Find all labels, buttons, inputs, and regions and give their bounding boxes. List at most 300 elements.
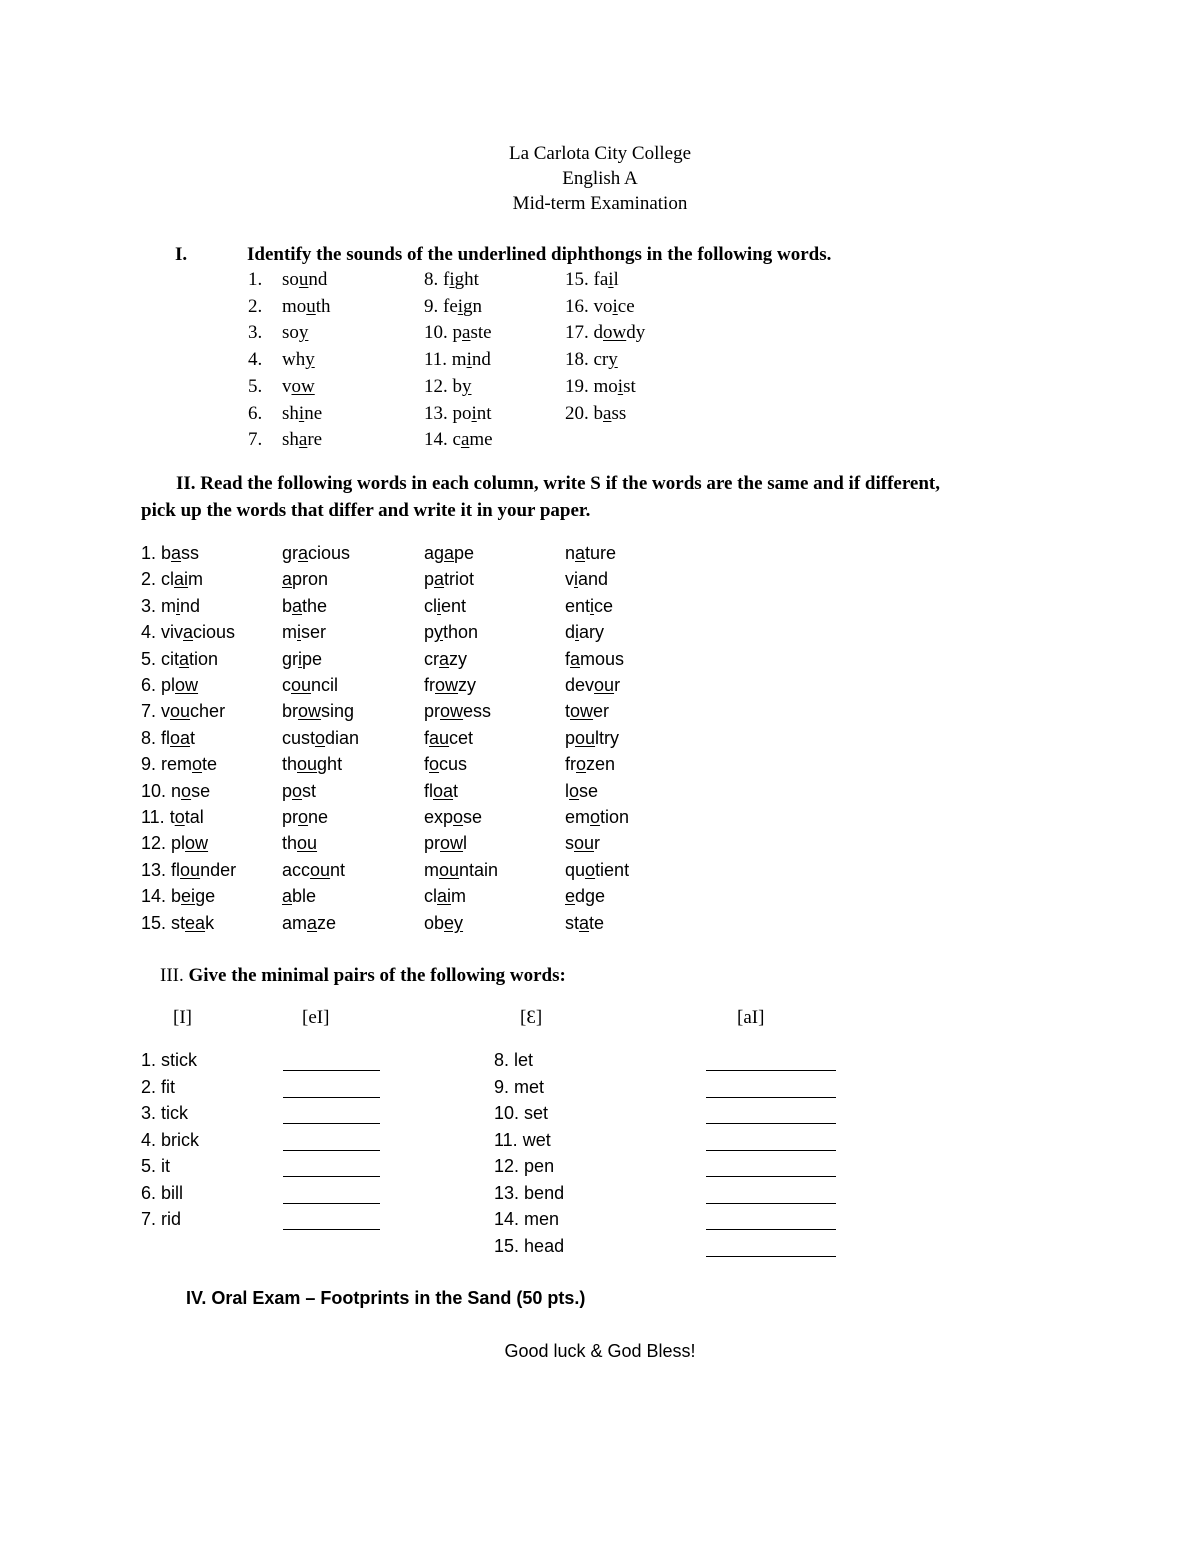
item-number: 13. bbox=[424, 403, 448, 424]
word-part: tion bbox=[600, 807, 630, 827]
word-part: b bbox=[452, 376, 462, 397]
word-part: d bbox=[565, 622, 576, 642]
underlined-diphthong: y bbox=[305, 349, 315, 370]
school-name: La Carlota City College bbox=[508, 143, 692, 164]
underlined-sound: ou bbox=[297, 754, 318, 774]
table-cell bbox=[141, 701, 225, 722]
word-part: fa bbox=[593, 269, 609, 290]
underlined-sound: o bbox=[174, 807, 185, 827]
underlined-sound: o bbox=[298, 807, 309, 827]
item-number: 1. bbox=[248, 269, 263, 290]
underlined-sound: ai bbox=[174, 569, 189, 589]
table-cell bbox=[141, 728, 195, 749]
underlined-diphthong: ow bbox=[291, 376, 315, 397]
word-part: ce bbox=[594, 596, 614, 616]
item-number: 14. bbox=[494, 1209, 520, 1229]
underlined-sound: a bbox=[570, 649, 581, 669]
word-part: pr bbox=[282, 807, 299, 827]
word-part: ary bbox=[579, 622, 605, 642]
underlined-diphthong: i bbox=[457, 296, 464, 317]
table-cell bbox=[565, 622, 604, 643]
item-number: 12. bbox=[494, 1156, 520, 1176]
word-part: so bbox=[282, 269, 299, 290]
underlined-sound: i bbox=[590, 596, 595, 616]
list-item bbox=[565, 349, 618, 371]
table-cell bbox=[424, 913, 463, 934]
table-cell bbox=[424, 781, 458, 802]
word-part: ne bbox=[308, 807, 329, 827]
word-part: sing bbox=[321, 701, 355, 721]
underlined-diphthong: u bbox=[306, 296, 316, 317]
item-word: fit bbox=[161, 1077, 176, 1097]
word-part: p bbox=[424, 569, 435, 589]
word-part: ser bbox=[301, 622, 327, 642]
underlined-sound: a bbox=[298, 543, 309, 563]
row-number-word-part: 6. pl bbox=[141, 675, 176, 695]
symbol-short-i: [I] bbox=[173, 1007, 192, 1028]
word-part: nd bbox=[308, 269, 328, 290]
word-part: ag bbox=[424, 543, 445, 563]
underlined-sound: o bbox=[292, 781, 303, 801]
word-part: nd bbox=[180, 596, 201, 616]
item-number: 12. bbox=[424, 376, 448, 397]
table-cell bbox=[282, 913, 336, 934]
underlined-sound: ai bbox=[437, 886, 452, 906]
word-part: ze bbox=[317, 913, 337, 933]
list-item bbox=[565, 296, 635, 318]
word-part: sh bbox=[282, 403, 299, 424]
item-number: 3. bbox=[248, 322, 263, 343]
word-part: and bbox=[578, 569, 609, 589]
word-part: ss bbox=[181, 543, 200, 563]
right-item bbox=[494, 1236, 564, 1257]
word-part: st bbox=[565, 913, 580, 933]
table-cell bbox=[565, 649, 624, 670]
right-item bbox=[494, 1050, 533, 1071]
symbol-epsilon: [Ɛ] bbox=[520, 1007, 543, 1028]
word-part: v bbox=[282, 376, 292, 397]
underlined-diphthong: a bbox=[298, 429, 308, 450]
table-cell bbox=[141, 807, 204, 828]
row-number-word-part: 7. v bbox=[141, 701, 171, 721]
word-part: k bbox=[205, 913, 215, 933]
item-number: 7. bbox=[248, 429, 263, 450]
word-part: pe bbox=[454, 543, 475, 563]
table-cell bbox=[424, 543, 474, 564]
word-part: zy bbox=[449, 649, 468, 669]
underlined-sound: a bbox=[282, 569, 293, 589]
table-cell bbox=[282, 754, 342, 775]
word-part: s bbox=[565, 833, 574, 853]
underlined-sound: a bbox=[179, 649, 190, 669]
item-word: wet bbox=[522, 1130, 551, 1150]
underlined-sound: o bbox=[429, 754, 440, 774]
list-item bbox=[565, 322, 645, 344]
answer-blank bbox=[706, 1150, 836, 1151]
table-cell bbox=[282, 807, 328, 828]
answer-blank bbox=[706, 1256, 836, 1257]
word-part: ss bbox=[611, 403, 627, 424]
answer-blank bbox=[283, 1097, 380, 1098]
underlined-sound: o bbox=[590, 807, 601, 827]
item-number: 1. bbox=[141, 1050, 157, 1070]
list-item bbox=[565, 403, 626, 425]
right-item bbox=[494, 1103, 548, 1124]
word-part: th bbox=[315, 296, 331, 317]
underlined-sound: ey bbox=[444, 913, 464, 933]
underlined-sound: o bbox=[453, 807, 464, 827]
right-item bbox=[494, 1156, 554, 1177]
item-word bbox=[282, 269, 327, 291]
table-cell bbox=[424, 833, 467, 854]
table-cell bbox=[565, 754, 615, 775]
word-part: cus bbox=[439, 754, 468, 774]
word-part: m bbox=[188, 569, 204, 589]
item-word bbox=[282, 429, 322, 451]
item-number: 6. bbox=[248, 403, 263, 424]
course-name: English A bbox=[562, 168, 638, 189]
table-cell bbox=[282, 701, 354, 722]
word-part: cious bbox=[308, 543, 351, 563]
part3-heading bbox=[160, 965, 566, 987]
table-cell bbox=[282, 860, 345, 881]
word-part: er bbox=[593, 701, 610, 721]
word-part: pr bbox=[424, 833, 441, 853]
right-item bbox=[494, 1183, 564, 1204]
word-part: so bbox=[282, 322, 299, 343]
word-part: f bbox=[424, 754, 430, 774]
table-cell bbox=[565, 860, 629, 881]
underlined-sound: a bbox=[183, 622, 194, 642]
row-number-word-part: 14. b bbox=[141, 886, 182, 906]
table-cell bbox=[282, 833, 317, 854]
item-number: 15. bbox=[494, 1236, 520, 1256]
word-part: ture bbox=[585, 543, 617, 563]
item-word: bend bbox=[524, 1183, 565, 1203]
underlined-sound: o bbox=[192, 754, 203, 774]
underlined-sound: y bbox=[434, 622, 444, 642]
underlined-sound: o bbox=[576, 754, 587, 774]
table-cell bbox=[141, 675, 198, 696]
word-part: nder bbox=[200, 860, 237, 880]
word-part: ltry bbox=[595, 728, 620, 748]
word-part: cl bbox=[424, 886, 437, 906]
word-part: br bbox=[282, 701, 299, 721]
underlined-diphthong: a bbox=[462, 322, 471, 343]
word-part: ght bbox=[317, 754, 343, 774]
underlined-sound: o bbox=[181, 781, 192, 801]
item-number: 10. bbox=[424, 322, 448, 343]
word-part: ge bbox=[195, 886, 216, 906]
word-part: b bbox=[282, 596, 293, 616]
part4-heading: IV. Oral Exam – Footprints in the Sand (50 pts.) bbox=[186, 1288, 586, 1308]
word-part: tion bbox=[189, 649, 219, 669]
word-part: cet bbox=[449, 728, 474, 748]
item-word: let bbox=[514, 1050, 534, 1070]
underlined-sound: i bbox=[437, 596, 441, 616]
item-word: pen bbox=[524, 1156, 555, 1176]
item-number: 9. bbox=[424, 296, 439, 317]
item-number: 11. bbox=[424, 349, 448, 370]
word-part: gr bbox=[282, 543, 299, 563]
item-number: 5. bbox=[248, 376, 263, 397]
answer-blank bbox=[706, 1097, 836, 1098]
table-cell bbox=[565, 569, 608, 590]
left-item bbox=[141, 1077, 175, 1098]
table-cell bbox=[141, 569, 203, 590]
underlined-sound: a bbox=[575, 543, 586, 563]
word-part: te bbox=[589, 913, 605, 933]
list-item bbox=[424, 376, 472, 398]
word-part: gr bbox=[282, 649, 299, 669]
word-part: f bbox=[424, 728, 430, 748]
answer-blank bbox=[283, 1176, 380, 1177]
table-cell bbox=[282, 728, 359, 749]
table-cell bbox=[565, 701, 609, 722]
item-word bbox=[282, 403, 322, 425]
word-part: st bbox=[302, 781, 317, 801]
word-part: p bbox=[565, 728, 576, 748]
underlined-sound: i bbox=[575, 622, 580, 642]
row-number-word-part: 12. pl bbox=[141, 833, 186, 853]
row-number-word-part: 8. fl bbox=[141, 728, 171, 748]
word-part: mo bbox=[593, 376, 618, 397]
right-item bbox=[494, 1077, 544, 1098]
table-cell bbox=[424, 701, 491, 722]
table-cell bbox=[141, 781, 210, 802]
row-number-word-part: 11. t bbox=[141, 807, 175, 827]
underlined-diphthong: y bbox=[298, 322, 309, 343]
underlined-sound: a bbox=[307, 913, 318, 933]
word-part: ncil bbox=[311, 675, 339, 695]
table-cell bbox=[141, 886, 215, 907]
underlined-diphthong: y bbox=[608, 349, 618, 370]
item-number: 9. bbox=[494, 1077, 510, 1097]
underlined-sound: oa bbox=[170, 728, 191, 748]
table-cell bbox=[424, 569, 474, 590]
underlined-sound: a bbox=[434, 569, 445, 589]
item-word bbox=[282, 296, 331, 318]
word-part: r bbox=[594, 833, 601, 853]
table-cell bbox=[282, 886, 316, 907]
word-part: r bbox=[614, 675, 621, 695]
word-part: cher bbox=[190, 701, 226, 721]
word-part: mous bbox=[580, 649, 625, 669]
underlined-sound: ow bbox=[440, 701, 464, 721]
word-part: cr bbox=[424, 649, 439, 669]
word-part: st bbox=[623, 376, 636, 397]
part1-numeral: I. bbox=[175, 244, 188, 265]
answer-blank bbox=[706, 1070, 836, 1071]
table-cell bbox=[424, 807, 482, 828]
word-part: exp bbox=[424, 807, 454, 827]
list-item bbox=[424, 269, 479, 291]
underlined-diphthong: i bbox=[298, 403, 305, 424]
word-part: m bbox=[451, 886, 467, 906]
word-part: nt bbox=[476, 403, 492, 424]
item-word: head bbox=[524, 1236, 565, 1256]
word-part: cr bbox=[593, 349, 609, 370]
table-cell bbox=[141, 913, 214, 934]
word-part: p bbox=[452, 322, 462, 343]
word-part: ent bbox=[565, 596, 591, 616]
item-number: 3. bbox=[141, 1103, 157, 1123]
row-number-word-part: 9. rem bbox=[141, 754, 193, 774]
underlined-sound: ou bbox=[291, 675, 312, 695]
table-cell bbox=[424, 886, 466, 907]
list-item bbox=[424, 322, 492, 344]
word-part: fe bbox=[443, 296, 458, 317]
table-cell bbox=[565, 886, 605, 907]
underlined-sound: ou bbox=[574, 833, 595, 853]
underlined-sound: i bbox=[297, 622, 301, 642]
item-word: tick bbox=[161, 1103, 189, 1123]
symbol-ai: [aI] bbox=[737, 1007, 765, 1028]
table-cell bbox=[565, 728, 619, 749]
item-word: brick bbox=[161, 1130, 200, 1150]
answer-blank bbox=[283, 1123, 380, 1124]
table-cell bbox=[282, 543, 350, 564]
item-word: bill bbox=[161, 1183, 184, 1203]
word-part: c bbox=[452, 429, 461, 450]
word-part: qu bbox=[565, 860, 586, 880]
item-number: 8. bbox=[424, 269, 439, 290]
word-part: wh bbox=[282, 349, 306, 370]
underlined-diphthong: a bbox=[460, 429, 470, 450]
word-part: gn bbox=[463, 296, 483, 317]
answer-blank bbox=[706, 1203, 836, 1204]
underlined-sound: i bbox=[574, 569, 578, 589]
item-word: rid bbox=[161, 1209, 182, 1229]
word-part: m bbox=[424, 860, 439, 880]
answer-blank bbox=[706, 1176, 836, 1177]
underlined-sound: ou bbox=[310, 860, 331, 880]
underlined-sound: oa bbox=[433, 781, 454, 801]
underlined-diphthong: i bbox=[449, 269, 455, 290]
underlined-sound: ow bbox=[185, 833, 209, 853]
table-cell bbox=[424, 860, 498, 881]
table-cell bbox=[141, 622, 235, 643]
underlined-sound: ou bbox=[170, 701, 191, 721]
word-part: n bbox=[565, 543, 576, 563]
item-number: 16. bbox=[565, 296, 589, 317]
table-cell bbox=[141, 754, 217, 775]
word-part: triot bbox=[444, 569, 475, 589]
word-part: pr bbox=[424, 701, 441, 721]
list-item bbox=[424, 296, 482, 318]
list-item bbox=[565, 376, 636, 398]
row-number-word-part: 4. viv bbox=[141, 622, 184, 642]
answer-blank bbox=[283, 1229, 380, 1230]
word-part: mo bbox=[282, 296, 307, 317]
word-part: the bbox=[302, 596, 328, 616]
item-word: stick bbox=[161, 1050, 198, 1070]
table-cell bbox=[282, 675, 338, 696]
table-cell bbox=[424, 754, 467, 775]
word-part: te bbox=[202, 754, 218, 774]
table-cell bbox=[141, 543, 199, 564]
word-part: fr bbox=[565, 754, 576, 774]
word-part: vo bbox=[593, 296, 613, 317]
word-part: po bbox=[452, 403, 472, 424]
word-part: f bbox=[565, 649, 571, 669]
underlined-sound: ei bbox=[181, 886, 196, 906]
word-part: dge bbox=[575, 886, 606, 906]
table-cell bbox=[424, 728, 473, 749]
word-part: th bbox=[282, 833, 298, 853]
underlined-diphthong: i bbox=[608, 269, 614, 290]
word-part: l bbox=[565, 781, 569, 801]
list-item bbox=[424, 403, 492, 425]
list-item bbox=[424, 349, 491, 371]
table-cell bbox=[282, 649, 322, 670]
table-cell bbox=[565, 675, 620, 696]
item-number: 11. bbox=[494, 1130, 518, 1150]
item-number: 7. bbox=[141, 1209, 157, 1229]
item-number: 2. bbox=[141, 1077, 157, 1097]
underlined-sound: a bbox=[444, 543, 455, 563]
word-part: l bbox=[613, 269, 619, 290]
word-part: ntain bbox=[459, 860, 499, 880]
table-cell bbox=[141, 860, 236, 881]
list-item bbox=[565, 269, 619, 291]
table-cell bbox=[565, 913, 604, 934]
item-word bbox=[282, 349, 315, 371]
right-item bbox=[494, 1209, 559, 1230]
underlined-sound: ow bbox=[570, 701, 594, 721]
answer-blank bbox=[706, 1229, 836, 1230]
underlined-sound: o bbox=[585, 860, 596, 880]
row-number-word-part: 2. cl bbox=[141, 569, 175, 589]
table-cell bbox=[424, 649, 467, 670]
item-number: 19. bbox=[565, 376, 589, 397]
underlined-sound: a bbox=[171, 543, 182, 563]
symbol-ei: [eI] bbox=[302, 1007, 330, 1028]
table-cell bbox=[424, 622, 478, 643]
row-number-word-part: 15. st bbox=[141, 913, 186, 933]
word-part: pron bbox=[292, 569, 329, 589]
item-word: it bbox=[161, 1156, 171, 1176]
word-part: em bbox=[565, 807, 591, 827]
item-number: 13. bbox=[494, 1183, 520, 1203]
word-part: ob bbox=[424, 913, 445, 933]
item-number: 4. bbox=[248, 349, 263, 370]
word-part: acc bbox=[282, 860, 311, 880]
table-cell bbox=[565, 543, 616, 564]
item-number: 2. bbox=[248, 296, 263, 317]
underlined-sound: ow bbox=[298, 701, 322, 721]
word-part: zen bbox=[586, 754, 616, 774]
item-number: 6. bbox=[141, 1183, 157, 1203]
row-number-word-part: 1. b bbox=[141, 543, 172, 563]
item-word: set bbox=[524, 1103, 549, 1123]
row-number-word-part: 3. m bbox=[141, 596, 177, 616]
part1-instruction: Identify the sounds of the underlined diphthongs in the following words. bbox=[247, 244, 832, 265]
underlined-diphthong: a bbox=[603, 403, 612, 424]
row-number-word-part: 5. cit bbox=[141, 649, 180, 669]
table-cell bbox=[282, 622, 326, 643]
item-number: 20. bbox=[565, 403, 589, 424]
left-item bbox=[141, 1183, 183, 1204]
word-part: tal bbox=[184, 807, 204, 827]
word-part: t bbox=[453, 781, 459, 801]
word-part: cious bbox=[193, 622, 236, 642]
table-cell bbox=[282, 596, 327, 617]
left-item bbox=[141, 1209, 181, 1230]
left-item bbox=[141, 1130, 199, 1151]
left-item bbox=[141, 1156, 170, 1177]
answer-blank bbox=[283, 1070, 380, 1071]
